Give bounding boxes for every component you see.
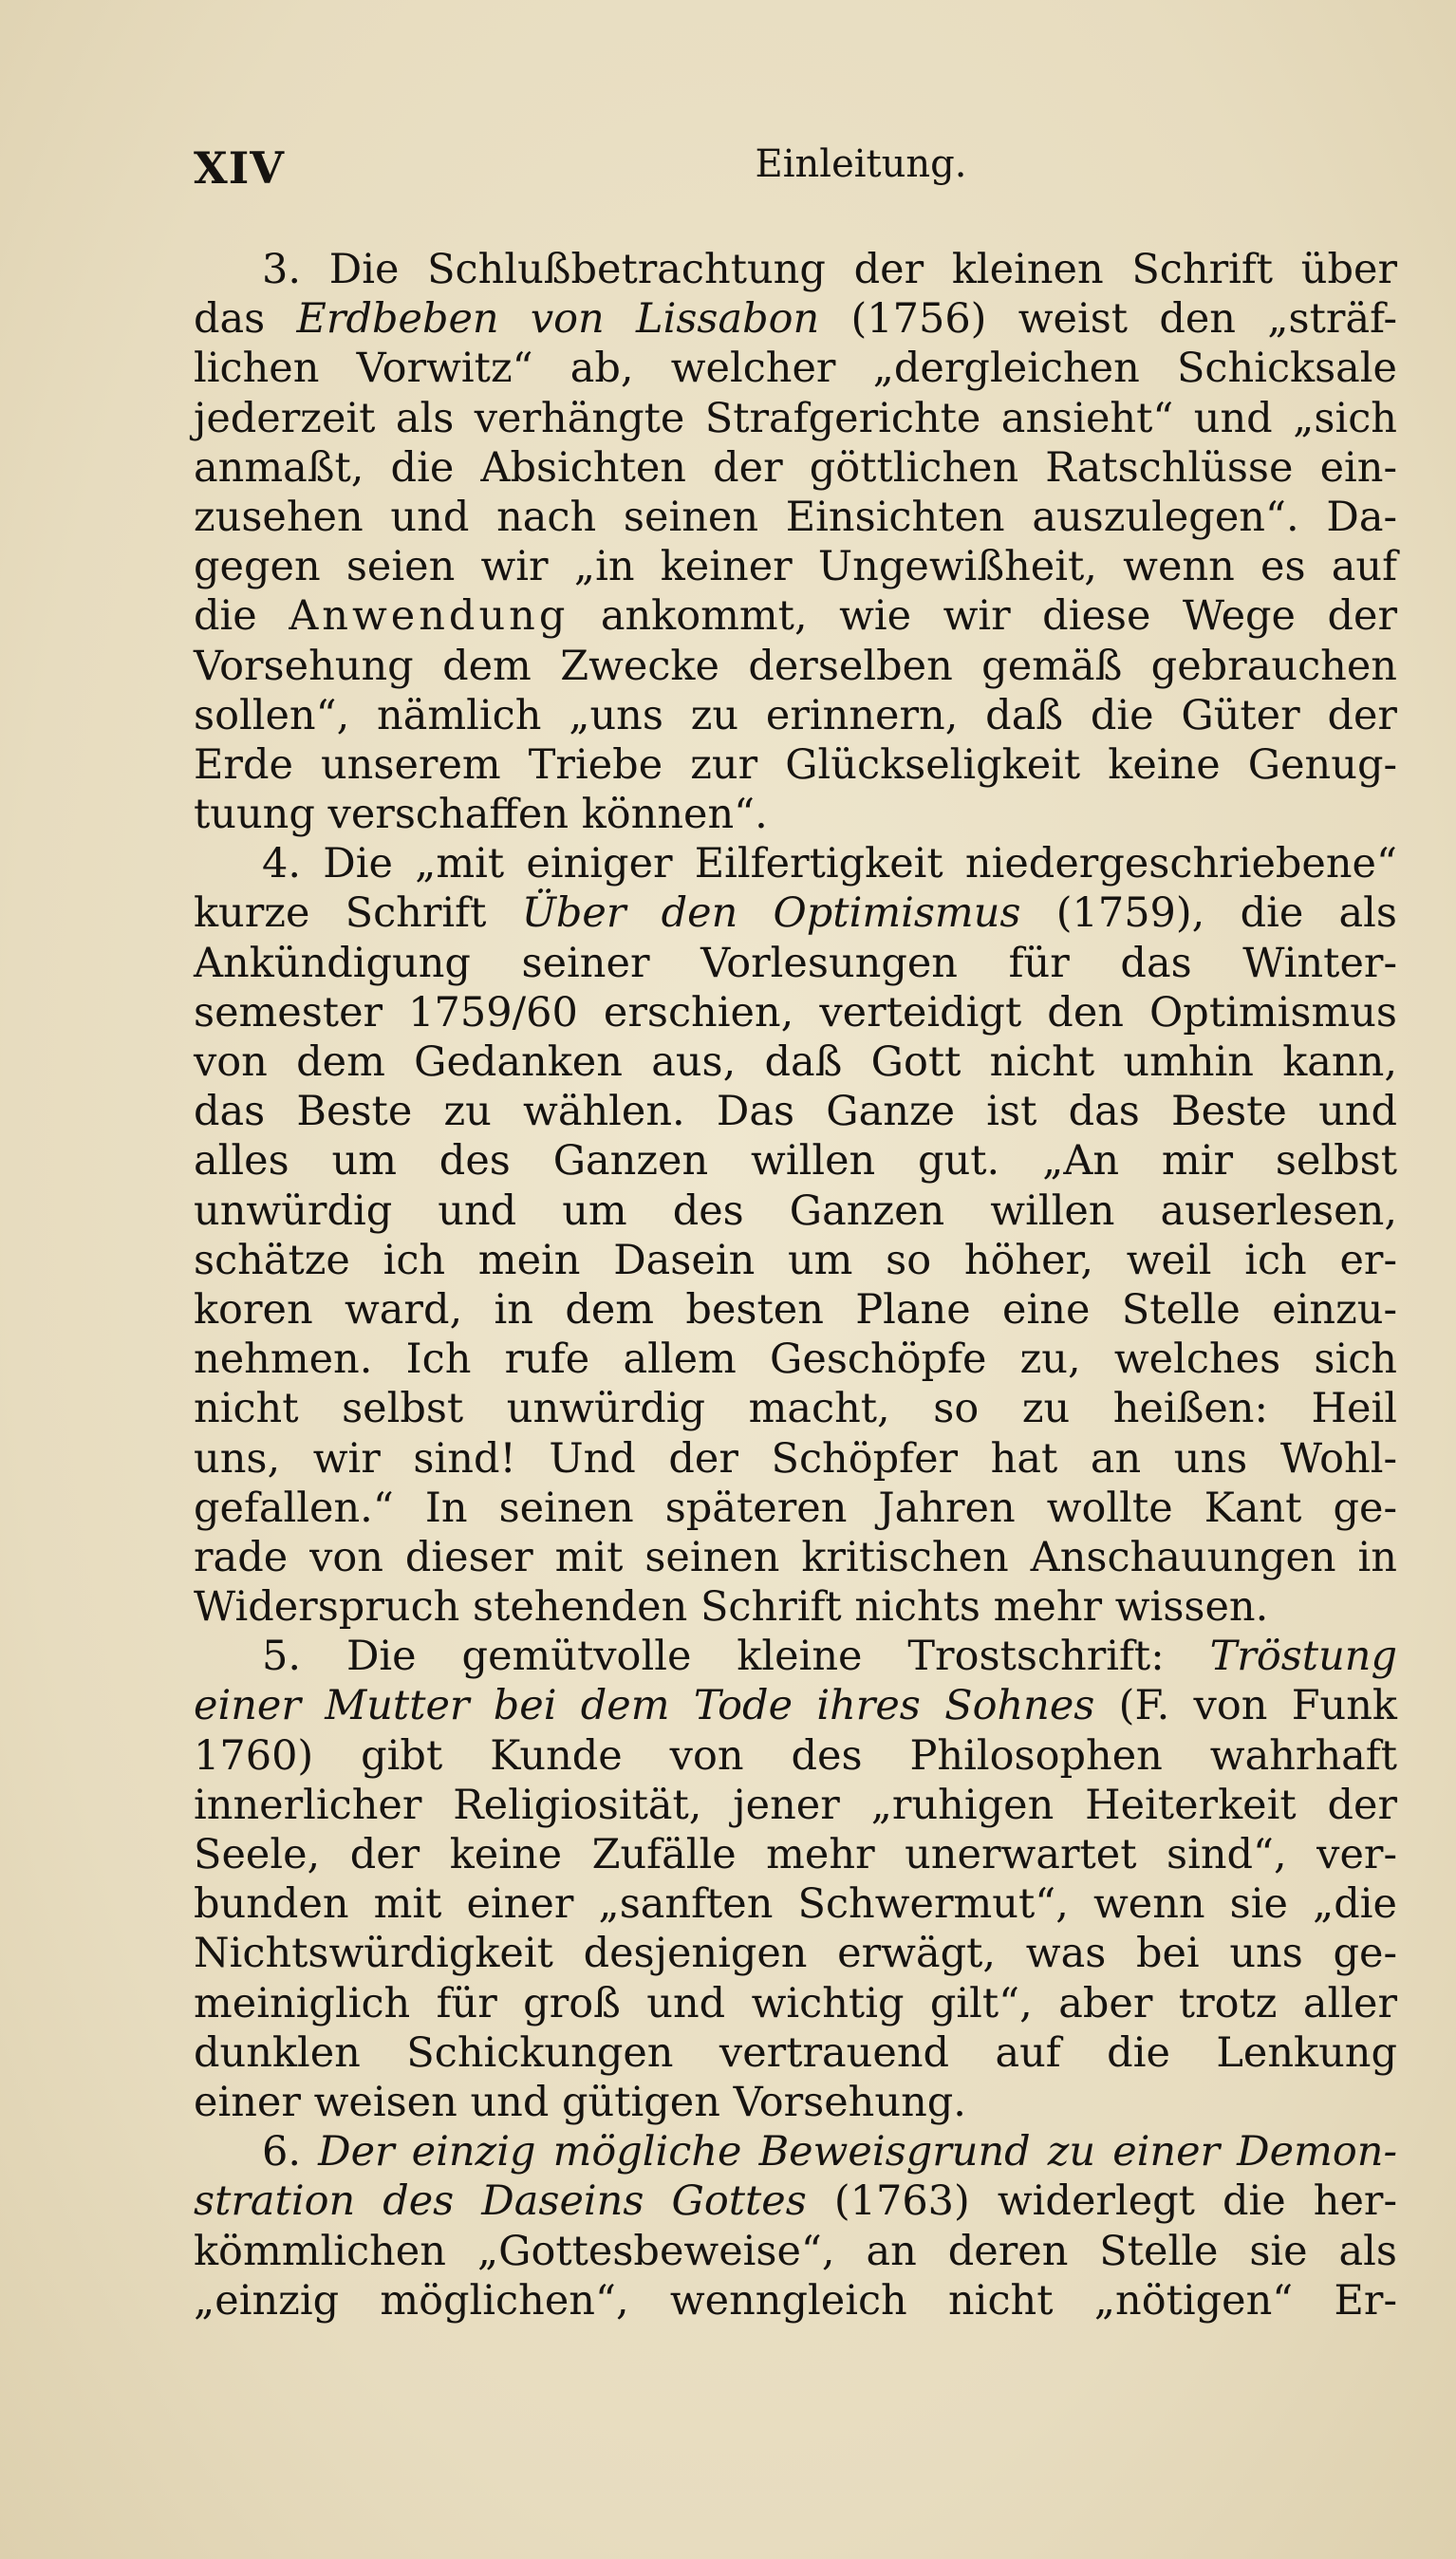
- text-line: koren ward, in dem besten Plane eine Stelle einzu-: [194, 1285, 1397, 1334]
- text-line: zusehen und nach seinen Einsichten auszulegen“. Da-: [194, 493, 1397, 541]
- text-line: 1760) gibt Kunde von des Philosophen wahrhaft: [194, 1731, 1397, 1780]
- text-line: Seele, der keine Zufälle mehr unerwartet sind“, ver-: [194, 1831, 1397, 1878]
- text-line: einer Mutter bei dem Tode ihres Sohnes (F. von Funk: [194, 1682, 1397, 1730]
- text-line: uns, wir sind! Und der Schöpfer hat an uns Wohl-: [194, 1434, 1397, 1483]
- text-line: einer weisen und gütigen Vorsehung.: [194, 2078, 966, 2126]
- text-line: sollen“, nämlich „uns zu erinnern, daß die Güter der: [194, 691, 1397, 739]
- text-line: lichen Vorwitz“ ab, welcher „dergleichen Schicksale: [194, 345, 1397, 393]
- text-line: Ankündigung seiner Vorlesungen für das Winter-: [194, 939, 1397, 987]
- emphasis-spaced: Anwendung: [289, 592, 569, 641]
- page-number: XIV: [194, 142, 285, 194]
- text-line: die Anwendung ankommt, wie wir diese Wege der: [194, 592, 1398, 641]
- text-line: das Erdbeben von Lissabon (1756) weist den „sträf-: [194, 295, 1397, 344]
- text-line: alles um des Ganzen willen gut. „An mir selbst: [194, 1137, 1397, 1186]
- text-line: 4. Die „mit einiger Eilfertigkeit niedergeschriebene“: [262, 840, 1397, 888]
- text-line: stration des Daseins Gottes (1763) widerlegt die her-: [194, 2177, 1397, 2226]
- work-title: Erdbeben von Lissabon: [296, 295, 820, 344]
- text-line: das Beste zu wählen. Das Ganze ist das Beste und: [194, 1088, 1397, 1136]
- text-line: von dem Gedanken aus, daß Gott nicht umhin kann,: [194, 1038, 1397, 1086]
- text-line: 5. Die gemütvolle kleine Trostschrift: Tröstung: [262, 1633, 1397, 1681]
- text-line: gegen seien wir „in keiner Ungewißheit, wenn es auf: [194, 543, 1397, 591]
- text-line: meiniglich für groß und wichtig gilt“, aber trotz aller: [194, 1979, 1397, 2027]
- running-title: Einleitung.: [755, 142, 967, 186]
- text-line: jederzeit als verhängte Strafgerichte ansieht“ und „sich: [194, 394, 1397, 442]
- text-line: gefallen.“ In seinen späteren Jahren wollte Kant ge-: [194, 1484, 1397, 1532]
- text-line: 6. Der einzig mögliche Beweisgrund zu einer Demon-: [262, 2128, 1397, 2176]
- work-title: einer Mutter bei dem Tode ihres Sohnes: [194, 1682, 1095, 1730]
- work-title: Tröstung: [1209, 1633, 1397, 1681]
- text-line: nehmen. Ich rufe allem Geschöpfe zu, welches sich: [194, 1336, 1397, 1384]
- text-line: Widerspruch stehenden Schrift nichts mehr wissen.: [194, 1583, 1269, 1632]
- text-line: kömmlichen „Gottesbeweise“, an deren Stelle sie als: [194, 2227, 1397, 2275]
- text-line: nicht selbst unwürdig macht, so zu heißen: Heil: [194, 1385, 1397, 1433]
- page-header: [194, 142, 1395, 199]
- text-line: rade von dieser mit seinen kritischen Anschauungen in: [194, 1533, 1397, 1581]
- work-title: Über den Optimismus: [521, 889, 1021, 938]
- work-title: stration des Daseins Gottes: [194, 2177, 807, 2226]
- text-line: Erde unserem Triebe zur Glückseligkeit keine Genug-: [194, 740, 1397, 789]
- work-title: Der einzig mögliche Beweisgrund zu einer Demon-: [318, 2128, 1397, 2176]
- text-line: 3. Die Schlußbetrachtung der kleinen Schrift über: [262, 246, 1397, 293]
- text-line: schätze ich mein Dasein um so höher, weil ich er-: [194, 1236, 1397, 1284]
- text-line: Nichtswürdigkeit desjenigen erwägt, was bei uns ge-: [194, 1930, 1397, 1978]
- text-line: dunklen Schickungen vertrauend auf die Lenkung: [194, 2028, 1397, 2077]
- body-text: [194, 245, 1397, 2326]
- text-line: tuung verschaffen können“.: [194, 791, 768, 839]
- text-line: anmaßt, die Absichten der göttlichen Ratschlüsse ein-: [194, 443, 1397, 492]
- text-line: unwürdig und um des Ganzen willen auserlesen,: [194, 1186, 1397, 1235]
- text-line: semester 1759/60 erschien, verteidigt den Optimismus: [194, 988, 1397, 1037]
- text-line: innerlicher Religiosität, jener „ruhigen Heiterkeit der: [194, 1781, 1397, 1829]
- text-line: bunden mit einer „sanften Schwermut“, wenn sie „die: [194, 1880, 1397, 1929]
- text-line: Vorsehung dem Zwecke derselben gemäß gebrauchen: [194, 642, 1397, 690]
- text-line: „einzig möglichen“, wenngleich nicht „nötigen“ Er-: [194, 2276, 1397, 2325]
- text-line: kurze Schrift Über den Optimismus (1759), die als: [194, 889, 1398, 938]
